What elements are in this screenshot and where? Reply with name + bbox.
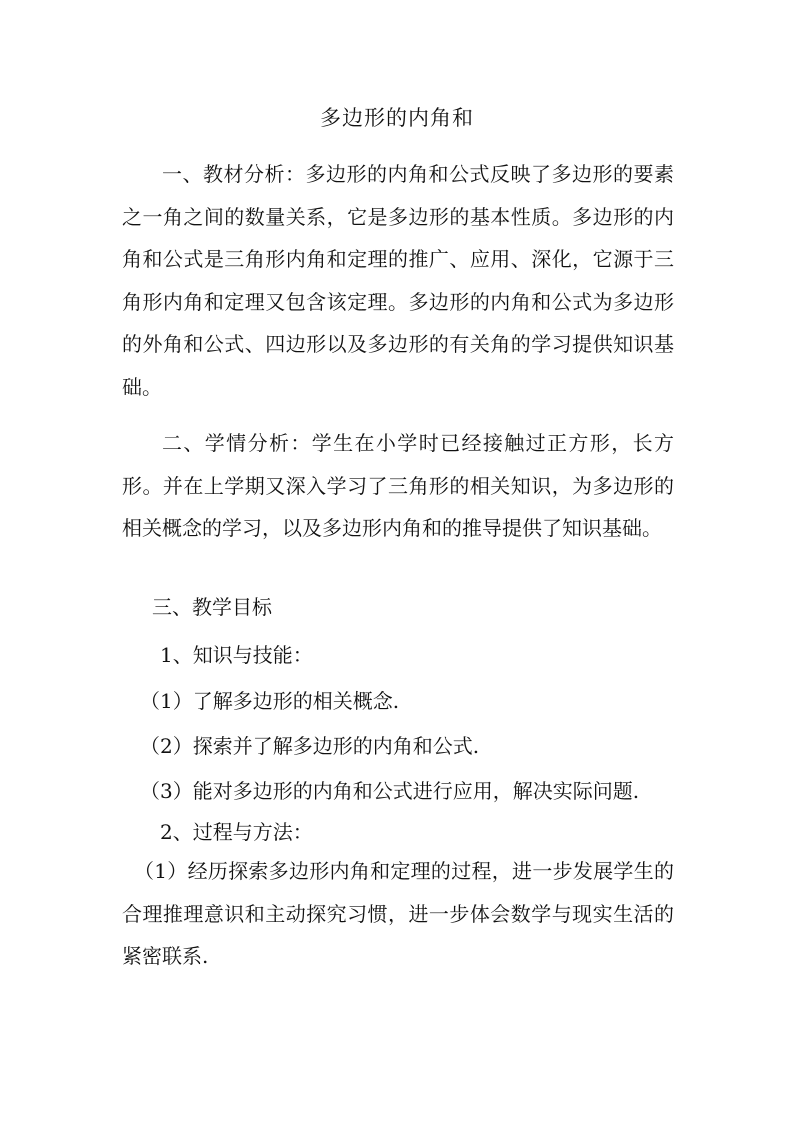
section-teaching-goals-heading: 三、教学目标	[152, 595, 272, 619]
process-method-item: （1）经历探索多边形内角和定理的过程，进一步发展学生的合理推理意识和主动探究习惯，进一步体会数学与现实生活的紧密联系.	[122, 859, 674, 968]
goal-item: （3）能对多边形的内角和公式进行应用，解决实际问题.	[140, 779, 640, 803]
document-title: 多边形的内角和	[320, 106, 474, 130]
subsection-knowledge-skills-heading: 1、知识与技能：	[160, 643, 313, 667]
goal-item: （1）了解多边形的相关概念.	[140, 689, 400, 713]
subsection-process-method-heading: 2、过程与方法：	[160, 820, 313, 844]
section-student-analysis: 二、学情分析：学生在小学时已经接触过正方形，长方形。并在上学期又深入学习了三角形的相关知识，为多边形的相关概念的学习，以及多边形内角和的推导提供了知识基础。	[122, 431, 674, 540]
goal-item: （2）探索并了解多边形的内角和公式.	[140, 734, 480, 758]
section-textbook-analysis: 一、教材分析：多边形的内角和公式反映了多边形的要素之一角之间的数量关系，它是多边形的基本性质。多边形的内角和公式是三角形内角和定理的推广、应用、深化，它源于三角形内角和定理又包含该定理。多边形的内角和公式为多边形的外角和公式、四边形以及多边形的有关角的学习提供知识基础。	[122, 162, 674, 399]
